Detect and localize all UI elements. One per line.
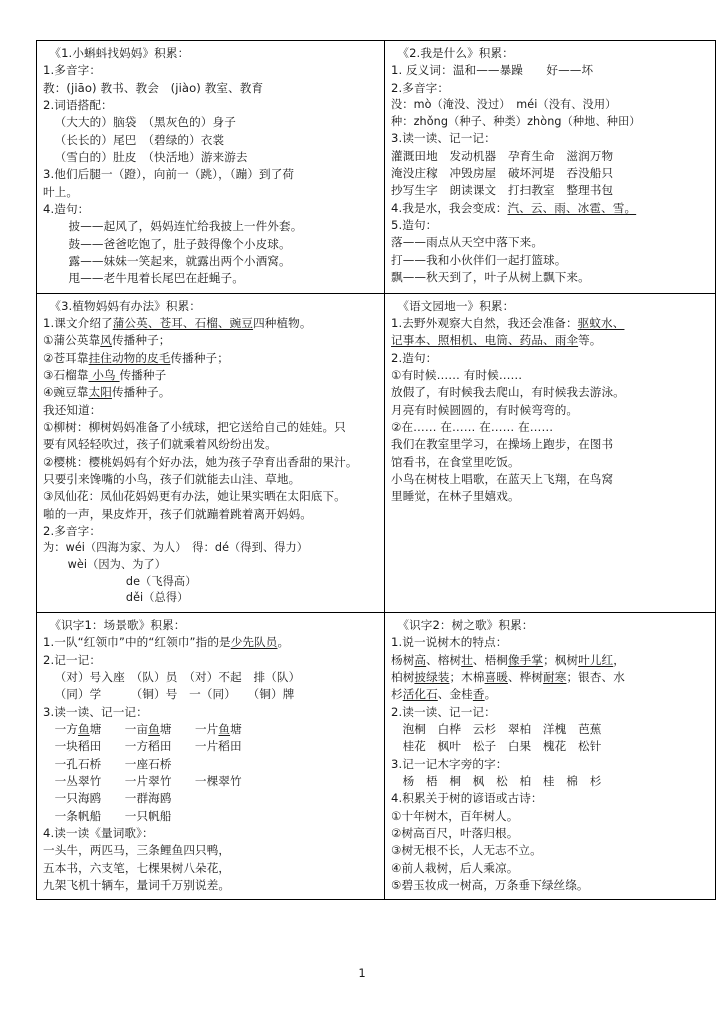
cell-woshishenme xyxy=(385,41,716,294)
page-number: 1 xyxy=(358,966,366,980)
inline-underline: 驱蚊水、 xyxy=(577,315,625,330)
cell-line: 甩——老牛甩着长尾巴在赶蝇子。 xyxy=(68,271,244,286)
cell-line: ③凤仙花：凤仙花妈妈更有办法，她让果实晒在太阳底下。 xyxy=(43,489,346,504)
table-row xyxy=(37,613,716,900)
cell-line: 桂花 枫叶 松子 白果 槐花 松针 xyxy=(402,739,602,754)
cell-shizi2 xyxy=(385,613,716,900)
cell-line: 3.他们后腿一（蹬），向前一（跳），（蹦）到了荷 xyxy=(43,167,295,182)
cell-line: 露——妹妹一笑起来，就露出两个小酒窝。 xyxy=(68,253,291,268)
cell-line: 教：(jiāo) 教书、教会 (jiào) 教室、教育 xyxy=(43,80,264,95)
inline-underline: 高 xyxy=(414,652,427,667)
inline-underline: 壮 xyxy=(461,652,473,667)
inline-underline: 小鸟 xyxy=(88,367,120,382)
cell-line: （雪白的）肚皮 （快活地）游来游去 xyxy=(54,149,248,164)
inline-underline: 香 xyxy=(472,687,485,702)
cell-yuwenyuandi1 xyxy=(385,293,716,613)
cell-line: 一孔石桥 一座石桥 xyxy=(54,756,172,771)
cell-line-underlined: 杨树高、榕树壮、梧桐像手掌；枫树叶儿红， xyxy=(391,652,625,667)
cell-line: 啪的一声，果皮炸开，孩子们就蹦着跳着离开妈妈。 xyxy=(43,506,312,521)
cell-line: ④前人栽树，后人乘凉。 xyxy=(391,860,519,875)
cell-line: 1.说一说树木的特点： xyxy=(391,635,508,650)
cell-line: de（飞得高） xyxy=(125,574,197,588)
cell-line-underlined: 记事本、照相机、电筒、药品、雨伞等。 xyxy=(391,333,602,348)
cell-line: 要有风轻轻吹过，孩子们就乘着风纷纷出发。 xyxy=(43,437,277,452)
cell-title: 《3.植物妈妈有办法》积累： xyxy=(49,298,201,313)
cell-line-underlined: 4.我是水，我会变成：汽、云、雨、冰雹、雪。 xyxy=(391,200,637,215)
cell-line-underlined: ②苍耳靠挂住动物的皮毛传播种子； xyxy=(43,350,229,365)
cell-line: 没：mò（淹没、没过） méi（没有、没用） xyxy=(391,97,617,111)
cell-line: děi（总得） xyxy=(125,591,189,605)
accumulation-table xyxy=(36,40,716,900)
cell-line: 放假了，有时候我去爬山，有时候我去游泳。 xyxy=(391,385,625,400)
cell-line: 1. 反义词：温和——暴躁 好——坏 xyxy=(391,63,594,78)
cell-title: 《识字1：场景歌》积累： xyxy=(49,618,186,633)
inline-underline: 挂住动物的皮毛 xyxy=(88,350,171,365)
inline-underline: 耐寒 xyxy=(543,670,567,685)
cell-title: 《语文园地一》积累： xyxy=(397,298,515,313)
cell-line: 一只海鸥 一群海鸥 xyxy=(54,791,172,806)
cell-line: 我们在教室里学习，在操场上跑步，在图书 xyxy=(391,437,614,452)
cell-line-underlined: 杉活化石、金桂香。 xyxy=(391,687,497,702)
cell-line: 5.造句： xyxy=(391,218,438,233)
cell-line: ②在…… 在…… 在…… 在…… xyxy=(391,419,554,434)
cell-line: 泡桐 白桦 云杉 翠柏 洋槐 芭蕉 xyxy=(402,722,602,737)
cell-line: wèi（因为、为了） xyxy=(67,557,167,571)
cell-line: 只要引来馋嘴的小鸟，孩子们就能去山洼、草地。 xyxy=(43,471,301,486)
cell-line: 2.词语搭配： xyxy=(43,97,113,112)
cell-line-underlined: 1.去野外观察大自然，我还会准备：驱蚊水、 xyxy=(391,315,625,330)
inline-underline: 记事本、照相机、电筒、药品、雨伞 xyxy=(391,333,579,348)
inline-underline: 鱼 xyxy=(77,722,90,737)
cell-zhiwumama xyxy=(37,293,385,613)
cell-line: 鼓——爸爸吃饱了，肚子鼓得像个小皮球。 xyxy=(68,236,291,251)
cell-line-underlined: ④豌豆靠太阳传播种子。 xyxy=(43,385,171,400)
cell-line: 3.记一记木字旁的字： xyxy=(391,756,508,771)
table-row xyxy=(37,293,716,613)
cell-line: 一丛翠竹 一片翠竹 一棵翠竹 xyxy=(54,774,242,789)
cell-line-underlined: 1.一队“红领巾”中的“红领巾”指的是少先队员。 xyxy=(43,635,290,650)
cell-line: 打——我和小伙伴们一起打篮球。 xyxy=(391,252,567,267)
inline-underline: 喜暖 xyxy=(484,670,508,685)
cell-line: 4.积累关于树的谚语或古诗： xyxy=(391,791,543,806)
cell-line: ③树无根不长，人无志不立。 xyxy=(391,843,542,858)
cell-line-underlined: ③石榴靠 小鸟 传播种子 xyxy=(43,367,167,382)
cell-line: 叶上。 xyxy=(43,184,79,199)
inline-underline: 像手掌 xyxy=(507,652,544,667)
inline-underline: 鱼 xyxy=(148,722,160,737)
inline-underline: 太阳 xyxy=(88,385,112,400)
cell-title: 《2.我是什么》积累： xyxy=(397,46,514,60)
inline-underline: 鱼 xyxy=(218,722,231,737)
cell-line: ⑤碧玉妆成一树高，万条垂下绿丝绦。 xyxy=(391,878,589,893)
cell-line: 里睡觉，在林子里嬉戏。 xyxy=(391,489,520,504)
cell-line: 披——起风了，妈妈连忙给我披上一件外套。 xyxy=(68,219,303,234)
cell-line: 2.记一记： xyxy=(43,652,102,667)
cell-line: 淹没庄稼 冲毁房屋 破坏河堤 吞没船只 xyxy=(391,166,614,181)
inline-underline: 少先队员 xyxy=(230,635,278,650)
table-row xyxy=(37,41,716,294)
cell-line: 3.读一读、记一记： xyxy=(391,131,496,146)
cell-line: 九架飞机十辆车，量词千万别说差。 xyxy=(43,878,231,893)
cell-line: 2.多音字： xyxy=(43,523,102,538)
cell-line: 抄写生字 朗读课文 打扫教室 整理书包 xyxy=(391,183,614,198)
cell-line: ①柳树：柳树妈妈准备了小绒球，把它送给自己的娃娃。只 xyxy=(43,419,346,434)
inline-underline: 披绿装 xyxy=(414,670,450,685)
cell-line: （对）号入座 （队）员 （对）不起 排（队） xyxy=(54,670,301,685)
cell-line: 小鸟在树枝上唱歌，在蓝天上飞翔，在鸟窝 xyxy=(391,471,614,486)
cell-line-underlined: 1.课文介绍了蒲公英、苍耳、石榴、豌豆四种植物。 xyxy=(43,315,312,330)
cell-xiaokedou xyxy=(37,41,385,294)
inline-underline: 风 xyxy=(100,333,112,348)
cell-line: 一块稻田 一方稻田 一片稻田 xyxy=(54,739,242,754)
cell-line: 月亮有时候圆圆的，有时候弯弯的。 xyxy=(391,402,579,417)
cell-line: 2.读一读、记一记： xyxy=(391,704,496,719)
cell-line: （大大的）脑袋 （黑灰色的）身子 xyxy=(54,115,236,130)
cell-line: 2.多音字： xyxy=(391,80,450,95)
inline-underline: 活化石 xyxy=(402,687,438,702)
cell-line: 一条帆船 一只帆船 xyxy=(54,808,172,823)
cell-line: 2.造句： xyxy=(391,350,438,365)
inline-underline: 蒲公英、苍耳、石榴、豌豆 xyxy=(112,315,254,330)
cell-line: 馆看书，在食堂里吃饭。 xyxy=(391,454,520,469)
cell-line-underlined: 柏树披绿装；木棉喜暖、桦树耐寒；银杏、水 xyxy=(391,670,625,685)
cell-line: ①十年树木，百年树人。 xyxy=(391,808,519,823)
cell-title: 《识字2：树之歌》积累： xyxy=(397,618,534,633)
cell-line: 我还知道： xyxy=(43,402,102,417)
cell-shizi1 xyxy=(37,613,385,900)
cell-line: 飘——秋天到了，叶子从树上飘下来。 xyxy=(391,270,590,285)
cell-line: 种：zhǒng（种子、种类）zhòng（种地、种田） xyxy=(391,114,641,128)
cell-line-underlined: 一方鱼塘 一亩鱼塘 一片鱼塘 xyxy=(54,722,242,737)
cell-line: 1.多音字： xyxy=(43,63,102,78)
inline-underline: 叶儿红 xyxy=(578,652,614,667)
cell-line: （同）学 （铜）号 一（同） （铜）牌 xyxy=(54,687,295,702)
cell-line: ②樱桃：樱桃妈妈有个好办法，她为孩子孕育出香甜的果汁。 xyxy=(43,454,358,469)
cell-line: 4.造句： xyxy=(43,201,90,216)
cell-line: （长长的）尾巴 （碧绿的）衣裳 xyxy=(54,132,225,147)
cell-line-underlined: ①蒲公英靠风传播种子； xyxy=(43,333,171,348)
cell-title: 《1.小蝌蚪找妈妈》积累： xyxy=(49,46,190,60)
inline-underline: 汽、云、雨、冰雹、雪。 xyxy=(507,200,637,215)
cell-line: 一头牛，两匹马，三条鲤鱼四只鸭， xyxy=(43,843,231,858)
cell-line: 落——雨点从天空中落下来。 xyxy=(391,235,544,250)
cell-line: ②树高百尺，叶落归根。 xyxy=(391,826,519,841)
cell-line: 五本书，六支笔，七棵果树八朵花， xyxy=(43,860,231,875)
cell-line: ①有时候…… 有时候…… xyxy=(391,367,523,382)
cell-line: 杨 梧 桐 枫 松 柏 桂 棉 杉 xyxy=(402,774,602,789)
cell-line: 为：wéi（四海为家、为人） 得：dé（得到、得力） xyxy=(43,541,309,555)
cell-line: 3.读一读、记一记： xyxy=(43,704,148,719)
cell-line: 灌溉田地 发动机器 孕育生命 滋润万物 xyxy=(391,148,614,163)
cell-line: 4.读一读《量词歌》： xyxy=(43,826,154,841)
